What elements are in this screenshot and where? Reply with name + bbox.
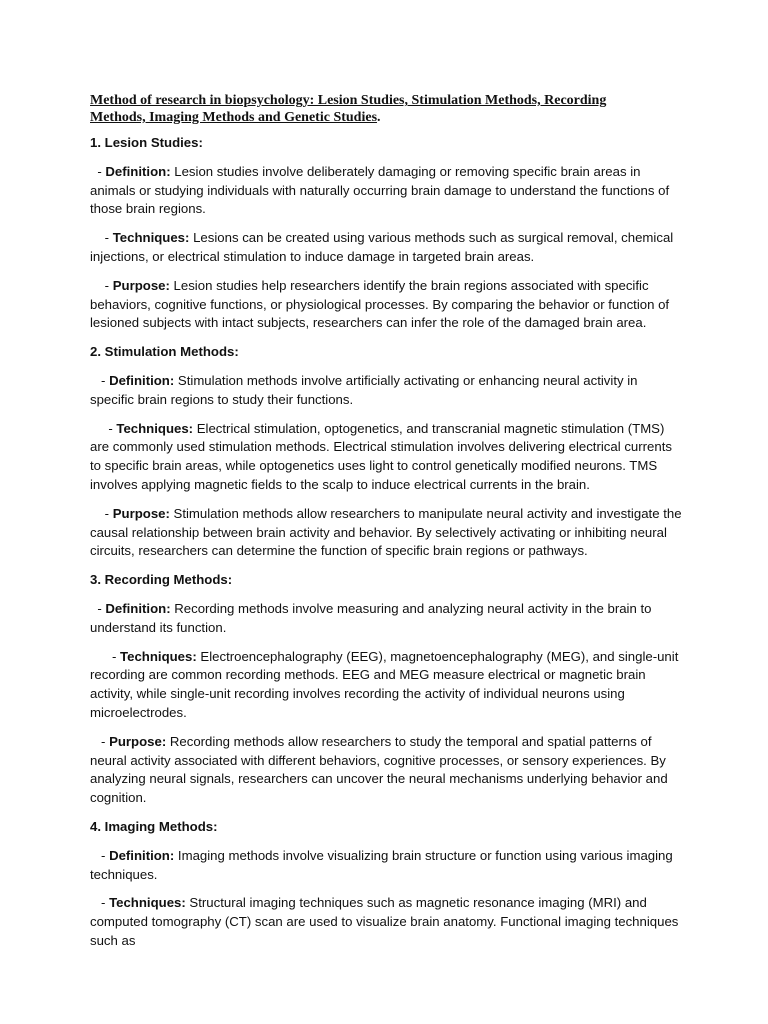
term-label: Techniques: — [120, 648, 197, 664]
paragraph-text: Recording methods involve measuring and analyzing neural activity in the brain to understand its function. — [90, 600, 652, 635]
definition-paragraph: - Definition: Recording methods involve measuring and analyzing neural activity in the brain to understand its function. — [90, 600, 652, 635]
term-label: Definition: — [105, 600, 171, 616]
techniques-paragraph: - Techniques: Structural imaging techniques such as magnetic resonance imaging (MRI) and computed tomography (CT) scan are used to visualize brain anatomy. Functional imaging techniques such as — [90, 895, 679, 948]
term-label: Techniques: — [109, 895, 186, 911]
paragraph-text: Recording methods allow researchers to study the temporal and spatial patterns of neural activity associated with different behaviors, cognitive processes, or sensory experiences. By analyzing neural signals, researchers can uncover the neural mechanisms underlying behavior and cognition. — [90, 733, 668, 806]
paragraph-text: Lesion studies involve deliberately damaging or removing specific brain areas in animals or studying individuals with naturally occurring brain damage to understand the functions of those brain regions. — [90, 163, 670, 217]
techniques-paragraph: - Techniques: Lesions can be created using various methods such as surgical removal, chemical injections, or electrical stimulation to induce damage in targeted brain areas. — [90, 230, 674, 264]
paragraph-text: Electroencephalography (EEG), magnetoencephalography (MEG), and single-unit recording are common recording methods. EEG and MEG measure electrical or magnetic brain activity, while single-unit recording involves recording the activity of individual neurons using microelectrodes. — [90, 648, 679, 720]
section-lesion-studies — [90, 134, 684, 333]
section-imaging-methods — [90, 818, 684, 951]
paragraph-text: Stimulation methods involve artificially activating or enhancing neural activity in specific brain regions to study their functions. — [90, 372, 638, 407]
document-title — [90, 92, 684, 126]
definition-paragraph: - Definition: Imaging methods involve visualizing brain structure or function using various imaging techniques. — [90, 847, 673, 882]
paragraph-text: Imaging methods involve visualizing brain structure or function using various imaging techniques. — [90, 847, 673, 882]
title-line-2: Methods, Imaging Methods and Genetic Studies — [90, 110, 378, 125]
term-label: Purpose: — [112, 505, 170, 521]
term-label: Purpose: — [109, 733, 167, 749]
techniques-paragraph: - Techniques: Electrical stimulation, optogenetics, and transcranial magnetic stimulation (TMS) are commonly used stimulation methods. Electrical stimulation involves delivering electrical currents to specific brain areas, while optogenetics uses light to control genetically modified neurons. TMS involves applying magnetic fields to the scalp to induce electrical currents in the brain. — [90, 420, 672, 492]
term-label: Definition: — [105, 163, 171, 179]
paragraph-text: Structural imaging techniques such as magnetic resonance imaging (MRI) and computed tomography (CT) scan are used to visualize brain anatomy. Functional imaging techniques such as — [90, 895, 679, 948]
section-stimulation-methods — [90, 343, 684, 561]
section-heading: 2. Stimulation Methods: — [90, 344, 239, 360]
term-label: Techniques: — [116, 420, 194, 436]
definition-paragraph: - Definition: Stimulation methods involve artificially activating or enhancing neural activity in specific brain regions to study their functions. — [90, 372, 638, 407]
document-body — [90, 92, 684, 961]
section-recording-methods — [90, 571, 684, 808]
paragraph-text: Lesions can be created using various methods such as surgical removal, chemical injections, or electrical stimulation to induce damage in targeted brain areas. — [90, 230, 674, 264]
paragraph-text: Lesion studies help researchers identify the brain regions associated with specific behaviors, cognitive functions, or physiological processes. By comparing the behavior or function of lesioned subjects with intact subjects, researchers can infer the role of the damaged brain area. — [90, 277, 670, 331]
paragraph-text: Stimulation methods allow researchers to manipulate neural activity and investigate the causal relationship between brain activity and behavior. By selectively activating or inhibiting neural circuits, researchers can determine the function of specific brain regions or pathways. — [90, 505, 682, 559]
title-line-1: Method of research in biopsychology: Lesion Studies, Stimulation Methods, Recording — [90, 93, 607, 108]
paragraph-text: Electrical stimulation, optogenetics, and transcranial magnetic stimulation (TMS) are commonly used stimulation methods. Electrical stimulation involves delivering electrical currents to specific brain areas, while optogenetics uses light to control genetically modified neurons. TMS involves applying magnetic fields to the scalp to induce electrical currents in the brain. — [90, 420, 672, 492]
term-label: Definition: — [109, 847, 175, 863]
section-heading: 3. Recording Methods: — [90, 572, 233, 588]
purpose-paragraph: - Purpose: Stimulation methods allow researchers to manipulate neural activity and investigate the causal relationship between brain activity and behavior. By selectively activating or inhibiting neural circuits, researchers can determine the function of specific brain regions or pathways. — [90, 505, 682, 559]
techniques-paragraph: - Techniques: Electroencephalography (EEG), magnetoencephalography (MEG), and single-unit recording are common recording methods. EEG and MEG measure electrical or magnetic brain activity, while single-unit recording involves recording the activity of individual neurons using microelectrodes. — [90, 648, 679, 720]
term-label: Purpose: — [112, 277, 170, 293]
section-heading: 4. Imaging Methods: — [90, 818, 218, 834]
term-label: Techniques: — [112, 230, 190, 246]
purpose-paragraph: - Purpose: Lesion studies help researchers identify the brain regions associated with specific behaviors, cognitive functions, or physiological processes. By comparing the behavior or function of lesioned subjects with intact subjects, researchers can infer the role of the damaged brain area. — [90, 277, 670, 331]
term-label: Definition: — [109, 372, 175, 388]
definition-paragraph: - Definition: Lesion studies involve deliberately damaging or removing specific brain areas in animals or studying individuals with naturally occurring brain damage to understand the functions of those brain regions. — [90, 163, 670, 217]
section-heading: 1. Lesion Studies: — [90, 135, 203, 150]
title-period: . — [377, 110, 381, 125]
purpose-paragraph: - Purpose: Recording methods allow researchers to study the temporal and spatial patterns of neural activity associated with different behaviors, cognitive processes, or sensory experiences. By analyzing neural signals, researchers can uncover the neural mechanisms underlying behavior and cognition. — [90, 733, 668, 806]
